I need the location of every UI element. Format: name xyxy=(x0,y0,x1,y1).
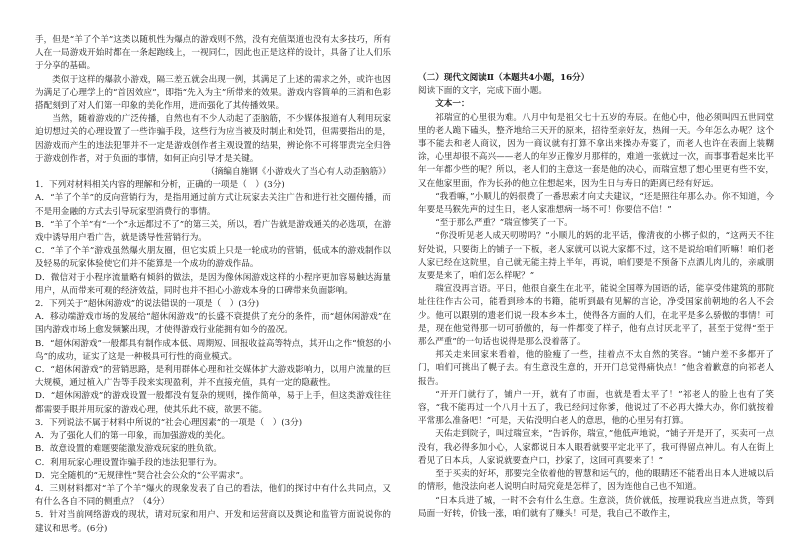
story-paragraph: 祁瑞宣的心里很为难。八月中旬是祖父七十五岁的寿辰。在他心中，他必须叫四五世同堂里的老人跪下磕头，整齐地给三天开的原来，招待至亲好友，热闹一天。今年怎么办呢？这个事不能去和老人商议，因为一商议就有打算不拿出来操办寿宴了，而老人也许在表面上装糊涂，心里却很不高兴——老人的年岁正像岁月那样的，难道一张就过一次，而事事看起来比平年一年都少些的呢？所以，老人们的主意这一套是他的决心，而瑞宣想了想心里更有些不安，又在他家里面，作为长孙的他立住想起来，因为生日与寿日的距离已经有好远。 xyxy=(418,112,774,189)
passage-paragraph: 当然，随着游戏的广泛传播，自然也有不少人动起了歪脑筋，不少媒体报道有人利用玩家迫切想过关的心理设置了一些诈骗手段，这些行为应当被及时制止和处罚，但需要指出的是，因游戏而产生的违法犯罪并不一定是游戏创作者主观设置的结果，辨论你不可将罪责完全归咎于游戏创作者，对于负面的事情，如何正向引导才是关键。 xyxy=(35,114,391,164)
story-paragraph: “你没听见老人成天叨唠吗？”小顺儿的妈的北平话，像清夜的小梆子似的，“这两天不往好处说，只要街上的铺子一下板，老人家就可以说大家都不过，这不是说给咱们听嘛！咱们老人家已经在这院里，自己就无能主持上半年，再说，咱们要是不预备下点酒儿肉儿的，亲戚朋友要是来了，咱们怎么样呢？” xyxy=(418,231,774,282)
question-option: B．“羊了个羊”有“一个”永远都过不了”的第三关，所以，看广告就是游戏通关的必选项，在游戏中诱导用户看广告，就是诱导性营销行为。 xyxy=(35,219,391,244)
question-option: A．“羊了个羊”的反向营销行为，是指用通过前方式让玩家去关注广告和进行社交圈传播，而不是用金融的方式去引导玩家型消费行的事情。 xyxy=(35,193,391,217)
question-option: D．微信对于小程序流量略有倾斜的做法，是因为像休闲游戏这样的小程序更加容易触达海量用户，从而带来可观的经济效益，同时也并不担心小游戏本身的口碑带来负面影响。 xyxy=(35,272,391,296)
question-option: C．“超休闲游戏”的营销思路，是利用群体心理和社交媒体扩大游戏影响力，以用户流量的巨大规模，通过植入广告等手段来实现盈利，并不直接充值，具有一定的隐蔽性。 xyxy=(35,365,391,389)
question-stem: 4．三则材料都对“羊了个羊”爆火的现象发表了自己的看法，他们的探讨中有什么共同点，又有什么各自不同的侧重点？（4分） xyxy=(35,483,391,508)
story-paragraph: 天佑走到院子，叫过瑞宣来，“告诉你，瑞宣，”他低声地说，“铺子开是开了，买卖可一点没有，我必得多加小心，人家都说日本人眼看就要平定北平了，我可得留点神儿。有人在街上看见了日本兵，人家说就要查户口，抄家了，这回可真要来了！” xyxy=(418,429,774,466)
source-citation: （摘编自施钢《小游戏火了当心有人动歪脑筋》） xyxy=(206,167,391,178)
passage-paragraph: 类似于这样的爆款小游戏，隔三差五就会出现一例，其满足了上述的需求之外，或许也因为满足了心理学上的“首因效应”，即指“先入为主”所带来的效果。游戏内容简单的三消和色彩搭配刻到了对人们第一印象的美化作用，进而强化了其传播效果。 xyxy=(35,74,391,112)
question-option: D．“超休闲游戏”的游戏设置一般都没有复杂的规则，操作简单，易于上手，但这类游戏往往都需要手眼并用玩家的游戏心理，使其乐此不疲，欲罢不能。 xyxy=(35,391,391,415)
question-stem: 2．下列关于“超休闲游戏”的说法错误的一项是（ ）(3分) xyxy=(35,299,260,310)
left-column xyxy=(35,34,391,536)
reading-instruction: 阅读下面的文字，完成下面小题。 xyxy=(418,86,547,97)
story-paragraph: 至于买卖的好坏，那要完全依着他的智慧和运气的，他的眼睛还不能看出日本人进城以后的情形，他没法向老人说明白时局究竟是怎样了，因为连他自己也不知道。 xyxy=(418,469,774,493)
story-paragraph: “开开门就行了，铺户一开，就有了市面，也就是看太平了！”祁老人的脸上也有了笑容，“我不能再过一个八月十五了，我已经问过你爹，他说过了不必再大操大办，你们就按着平常那么准备吧！”可是，天佑没明白老人的意思，他的心里另有打算。 xyxy=(418,389,774,427)
question-stem: 1．下列对材料相关内容的理解和分析，正确的一项是（ ）(3分) xyxy=(35,180,285,191)
question-option: A．为了强化人们的第一印象，而加强游戏的美化。 xyxy=(35,431,231,442)
story-paragraph: 瑞宣没再言语。平日，他很自豪生在北平，能说全国尊为国语的话，能享受伟建筑的那院址往往作古公司，能看到珍本的书籍，能听到最有见解的言论，净受国家前朝地的名人不会少。他可以跟别的遗老们说一段本乡本土，使得各方面的人们，在北平是多么骄傲的事情！可是，现在他觉得那一切可骄傲的，每一件都变了样子，他有点讨厌北平了，甚至于觉得“至于那么严重”的一句话也说得是那么没着落了。 xyxy=(418,284,774,348)
story-paragraph: “日本兵进了城，一时不会有什么生意。生意淡，货价就低，按理说我应当进点货，等到局面一好转，价钱一涨，咱们就有了赚头！可是，我自己不敢作主， xyxy=(418,495,774,519)
text-label: 文本一： xyxy=(435,99,470,110)
section-title: （二）现代文阅读Ⅱ（本题共4小题，16分） xyxy=(418,73,590,83)
story-paragraph: “至于那么严重？”瑞宣惨笑了一下。 xyxy=(435,218,573,229)
question-option: D．完全随机的“无规律性”契合社会公众的“公平需求”。 xyxy=(35,470,249,481)
question-option: A．移动端游戏市场的发展给“超休闲游戏”的长盛不衰提供了充分的条件，而“超休闲游戏”在国内游戏市场上愈发频繁出现，才使得游戏行业能拥有如今的盈况。 xyxy=(35,312,391,336)
story-paragraph: 邦关走来回家来看着，他的脸瘦了一些，挂着点不太自然的笑容。“铺户差不多都开了门，咱们可挑出了幌子去。有生意没生意的，开开门总觉得痛快点！”他含着歉意的向祁老人报告。 xyxy=(418,350,774,387)
question-option: C．“羊了个羊”游戏虽然爆火朋友圈，但它实质上只是一轮成功的营销，低成本的游戏制作以及轻易的玩家体验使它们并不能算是一个成功的游戏作品。 xyxy=(35,246,391,270)
story-paragraph: “我看嘛，”小顺儿的妈很费了一番思索才向丈夫建议，“还是照往年那么办。你不知道，今年要是马猴先声的过生日，老人家准想病一场不可！你要信不信！” xyxy=(418,191,774,216)
right-column xyxy=(418,34,774,521)
question-option: C．利用玩家心理设置诈骗手段的违法犯罪行为。 xyxy=(35,457,223,468)
question-stem: 5．针对当前网络游戏的现状，请对玩家和用户、开发和运营商以及舆论和监管方面说说你的建议和思考。(6分) xyxy=(35,510,391,534)
passage-paragraph: 手，但是“羊了个羊”这类以随机性为爆点的游戏则不然，没有充值渠道也没有太多技巧，所有人在一局游戏开始时都在一条起跑线上，一视同仁，因此也正是这样的设计，具备了让人们乐于分享的基础。 xyxy=(35,35,391,72)
question-stem: 3．下列说法不属于材料中所说的“社会心理因素”的一项是（ ）(3分) xyxy=(35,417,303,428)
question-option: B．“超休闲游戏”一般都具有制作成本低、周期短、回报收益高等特点，其开山之作“愤怒的小鸟”的成功，证实了这是一种极具可行性的商业模式。 xyxy=(35,338,391,362)
question-option: B．故意设置的难题要能激发游戏玩家的胜负欲。 xyxy=(35,444,222,455)
